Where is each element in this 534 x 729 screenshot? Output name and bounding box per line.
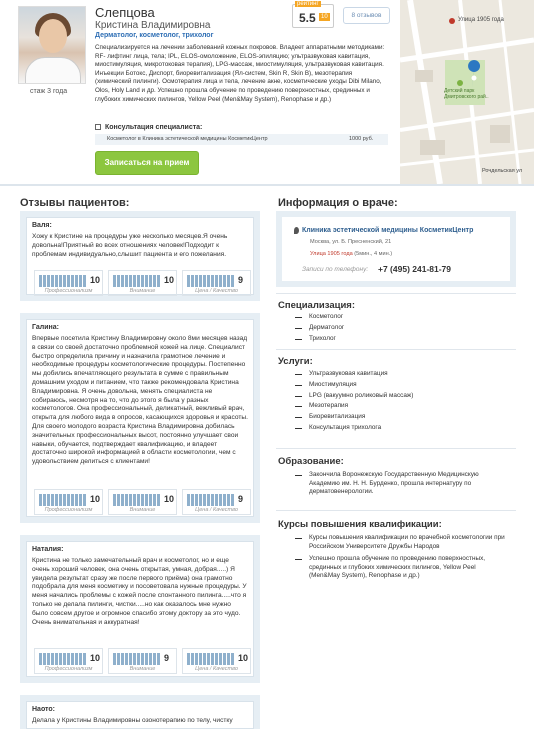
divider (276, 510, 516, 511)
map-street-label: Улица 1905 года (458, 17, 504, 23)
score-value: 10 (90, 494, 101, 504)
review-author: Наото: (32, 706, 55, 713)
score-value: 10 (164, 275, 175, 285)
score-caption: Внимание (129, 666, 156, 672)
score-value: 9 (164, 653, 170, 663)
score-professionalism (34, 648, 103, 674)
reviews-heading: Отзывы пациентов: (20, 197, 130, 209)
review-card (20, 695, 260, 729)
score-caption: Профессионализм (44, 666, 93, 672)
consult-row (95, 134, 388, 145)
doctor-description: Специализируется на лечении заболеваний кожных покровов. Владеет аппаратными методиками: RF- лифтинг лица, тела; IPL, ELOS-омоложение, ELOS-эпиляцию; ультразвуковая кавитация, миостимуляция, микротоковая терапия), LPG-массаж, миостимуляция, ультразвуковая кавитация. Инъекции Ботокс, Диспорт, биоревитализация (Ял-систем, Skin R, Skin B), мезотерапия (химический пилинги). Осмотерапия лица и тела, лечение акне, косметические уходы Dibi Milano, Olos, Holy Land и др. Успешно прошла обучение по проведению поверхностных, срединных и глубоких химических пилингов, Yellow Peel (Men&May System), Renophase и др.) (95, 44, 385, 103)
rating-max: 10 (321, 14, 328, 20)
score-price-quality (182, 489, 251, 515)
education-list (292, 471, 507, 501)
list-item: Биоревитализация (292, 412, 413, 423)
divider (276, 349, 516, 350)
list-item: Дерматолог (292, 323, 344, 334)
score-bar (187, 653, 235, 665)
info-heading: Информация о враче: (278, 197, 398, 209)
education-heading: Образование: (278, 456, 344, 467)
score-value: 10 (164, 494, 175, 504)
review-card (20, 211, 260, 301)
consult-label: Консультация специалиста: (105, 124, 203, 131)
score-value: 10 (90, 275, 101, 285)
score-caption: Профессионализм (44, 288, 93, 294)
experience-label: стаж 3 года (30, 88, 68, 95)
score-bar (187, 494, 235, 506)
review-author: Наталия: (32, 546, 64, 553)
metro-station: Улица 1905 года (310, 251, 353, 257)
map-park-label: Детский парк Дмитровского рай.. (444, 88, 489, 100)
score-caption: Внимание (129, 507, 156, 513)
consult-price: 1000 руб. (349, 136, 374, 142)
doctor-fullname: Кристина Владимировна (95, 20, 211, 31)
rating-score: 5.5 (299, 11, 316, 25)
doctor-header (0, 0, 534, 184)
location-pin-icon (294, 227, 299, 234)
score-value: 9 (238, 275, 244, 285)
doctor-surname: Слепцова (95, 5, 155, 20)
consult-toggle[interactable] (95, 124, 202, 131)
score-caption: Цена / Качество (195, 507, 238, 513)
consult-place: Косметолог в Клиника эстетической медицины КосметикЦентр (107, 136, 268, 142)
score-price-quality (182, 648, 251, 674)
score-value: 10 (90, 653, 101, 663)
score-bar (113, 275, 161, 287)
courses-heading: Курсы повышения квалификации: (278, 519, 442, 530)
score-bar (39, 275, 87, 287)
divider (276, 293, 516, 294)
score-bar (187, 275, 235, 287)
score-bar (113, 653, 161, 665)
rating-badge (292, 1, 334, 28)
score-bar (39, 494, 87, 506)
metro-distance: (5мин., 4 мин.) (354, 251, 393, 257)
review-card (20, 535, 260, 683)
list-item: Миостимуляция (292, 380, 413, 391)
score-price-quality (182, 270, 251, 296)
list-item: Успешно прошла обучение по проведению поверхностных, срединных и глубоких химических пилингов, Yellow Peel (Men&May System), Renophase и др.) (292, 555, 507, 581)
map-street-label-2: Рочдельская ул (482, 168, 523, 174)
list-item: Ультразвуковая кавитация (292, 369, 413, 380)
review-scores (26, 270, 254, 296)
score-value: 10 (238, 653, 249, 663)
review-author: Галина: (32, 324, 59, 331)
list-item: Курсы повышения квалификации по врачебной косметологии при Российском Университете Дружбы Народов (292, 534, 507, 551)
review-text: Кристина не только замечательный врач и косметолог, но и еще очень хороший человек, она очень открытая, умная, добрая.....) Я увидела результат сразу же после первого приёма) она грамотно подобрала для меня косметику и посоветовала нужные процедуры. У меня начались проблемы с кожей после спонтанного пилинга.....что я только не делала пилинги, чистки.....но как оказалось мне нужно было совсем другое и огромное спасибо этому доктору за это чудо. Очень внимательная и аккуратная! (32, 557, 247, 626)
services-heading: Услуги: (278, 356, 313, 367)
list-item: Косметолог (292, 312, 344, 323)
list-item: Мезотерапия (292, 401, 413, 412)
doctor-specialties[interactable]: Дерматолог, косметолог, трихолог (95, 32, 214, 39)
reviews-count-button[interactable]: 8 отзывов (343, 7, 390, 24)
clinic-address: Москва, ул. Б. Пресненский, 21 (310, 239, 392, 245)
score-professionalism (34, 489, 103, 515)
clinic-metro (310, 251, 392, 257)
courses-list (292, 534, 507, 585)
score-bar (113, 494, 161, 506)
score-bar (39, 653, 87, 665)
list-item: Закончила Воронежскую Государственную Медицинскую Академию им. Н. Н. Бурденко, прошла интернатуру по дерматовенерологии. (292, 471, 507, 497)
score-attention (108, 648, 177, 674)
doctor-photo (18, 6, 86, 84)
score-value: 9 (238, 494, 244, 504)
review-text: Впервые посетила Кристину Владимировну около 8ми месяцев назад в связи со своей достаточно проблемной кожей на лице. Специалист быстро определила причину и назначила грамотное лечение и необходимые процедуры косметологические процедуры. Постепенно мы добились впечатляющего результата в сумме с правильным домашним уходом и питанием, что также рекомендовала Кристина Владимировна. Я очень довольна, менять специалиста не собираюсь, несмотря на то, что до этого я была у разных косметологов. Она профессиональный, деликатный, вежливый врач, открыта для любого вида в опросов, касающихся здоровья и красоты. Для своего молодого возраста Кристина Владимировна добилась значительных профессиональных высот, постоянно улучшает свои навыки, обучается, подтверждает квалификацию, и владеет достаточно широкой информацией в области косметологии, чем с удовольствием делиться с клиентами! (32, 335, 248, 466)
score-caption: Внимание (129, 288, 156, 294)
section-divider (0, 184, 534, 186)
checkbox-icon[interactable] (95, 124, 101, 130)
score-caption: Профессионализм (44, 507, 93, 513)
review-author: Валя: (32, 222, 52, 229)
review-text: Хожу к Кристине на процедуры уже несколько месяцев.Я очень довольна!Приятный во всех отношениях человек!Подходит к проблемам индивидуально,слышит пациента и его пожелания. (32, 233, 228, 258)
review-scores (26, 489, 254, 515)
specialization-list (292, 312, 344, 344)
rating-label: рейтинг (297, 1, 319, 7)
signup-button[interactable]: Записаться на прием (95, 151, 199, 175)
specialization-heading: Специализация: (278, 300, 355, 311)
score-caption: Цена / Качество (195, 666, 238, 672)
clinic-name[interactable]: Клиника эстетической медицины КосметикЦентр (302, 227, 474, 234)
review-scores (26, 648, 254, 674)
phone-number[interactable]: +7 (495) 241-81-79 (378, 264, 452, 274)
divider (276, 448, 516, 449)
clinic-info (276, 211, 516, 287)
phone-label: Записи по телефону: (302, 266, 369, 273)
location-map[interactable] (400, 0, 534, 184)
review-text: Делала у Кристины Владимировны озонотерапию по телу, чистку (32, 717, 233, 724)
score-caption: Цена / Качество (195, 288, 238, 294)
score-attention (108, 489, 177, 515)
score-professionalism (34, 270, 103, 296)
list-item: Консультация трихолога (292, 423, 413, 434)
review-card (20, 313, 260, 523)
list-item: Трихолог (292, 334, 344, 345)
score-attention (108, 270, 177, 296)
list-item: LPG (вакуумно роликовый массаж) (292, 391, 413, 402)
services-list (292, 369, 413, 434)
